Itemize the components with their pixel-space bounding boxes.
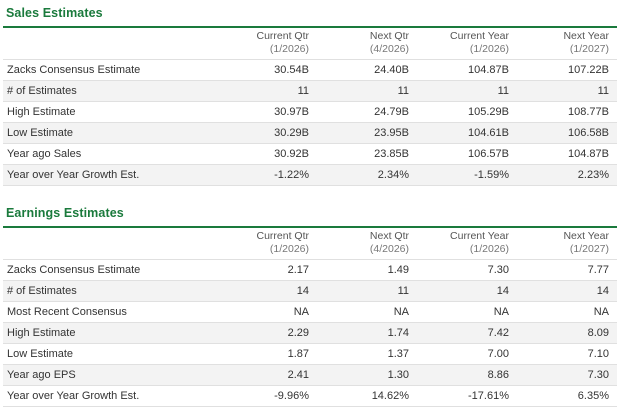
row-label: Year ago Sales [3,144,217,165]
cell-current-qtr: 30.29B [217,123,317,144]
table-row [3,60,617,81]
row-label: Low Estimate [3,123,217,144]
sales-estimates-title: Sales Estimates [6,6,103,20]
column-header-next-year: Next Year (1/2027) [563,30,609,55]
cell-next-year: 6.35% [517,386,617,407]
cell-next-qtr: 2.34% [317,165,417,186]
row-label: Low Estimate [3,344,217,365]
cell-current-year: 105.29B [417,102,517,123]
section-spacer [0,186,620,200]
cell-current-year: 14 [417,281,517,302]
cell-next-qtr: 23.95B [317,123,417,144]
cell-current-year: 106.57B [417,144,517,165]
cell-next-qtr: 14.62% [317,386,417,407]
table-row [3,165,617,186]
cell-current-qtr: -1.22% [217,165,317,186]
sales-estimates-section [0,0,620,186]
row-label: High Estimate [3,102,217,123]
cell-current-year: 11 [417,81,517,102]
cell-next-year: 104.87B [517,144,617,165]
cell-next-year: 2.23% [517,165,617,186]
cell-current-qtr: 11 [217,81,317,102]
cell-next-year: 108.77B [517,102,617,123]
table-row [3,386,617,407]
cell-current-qtr: 2.17 [217,260,317,281]
cell-next-qtr: NA [317,302,417,323]
cell-current-qtr: 2.41 [217,365,317,386]
cell-next-year: NA [517,302,617,323]
column-header-next-qtr: Next Qtr (4/2026) [369,30,409,55]
cell-current-year: 8.86 [417,365,517,386]
row-label: Year over Year Growth Est. [3,386,217,407]
row-label: High Estimate [3,323,217,344]
cell-next-qtr: 1.37 [317,344,417,365]
column-header-metric [3,28,217,60]
column-header-current-year: Current Year (1/2026) [450,30,509,55]
cell-next-year: 107.22B [517,60,617,81]
cell-next-year: 7.10 [517,344,617,365]
column-header-current-qtr: Current Qtr (1/2026) [256,230,309,255]
cell-next-qtr: 11 [317,281,417,302]
column-header-next-year: Next Year (1/2027) [563,230,609,255]
table-header-row [3,28,617,60]
cell-current-qtr: 1.87 [217,344,317,365]
table-row [3,144,617,165]
cell-next-qtr: 1.74 [317,323,417,344]
row-label: Zacks Consensus Estimate [3,260,217,281]
cell-next-year: 7.77 [517,260,617,281]
cell-next-qtr: 24.40B [317,60,417,81]
column-header-current-year: Current Year (1/2026) [450,230,509,255]
sales-estimates-table [3,28,617,186]
column-header-next-qtr: Next Qtr (4/2026) [369,230,409,255]
cell-next-qtr: 23.85B [317,144,417,165]
cell-current-year: 104.87B [417,60,517,81]
cell-next-qtr: 1.30 [317,365,417,386]
cell-current-qtr: -9.96% [217,386,317,407]
cell-next-year: 106.58B [517,123,617,144]
cell-next-qtr: 1.49 [317,260,417,281]
column-header-current-qtr: Current Qtr (1/2026) [256,30,309,55]
cell-current-year: 7.42 [417,323,517,344]
cell-current-year: 7.30 [417,260,517,281]
table-header-row [3,228,617,260]
row-label: # of Estimates [3,281,217,302]
cell-current-year: 104.61B [417,123,517,144]
cell-next-year: 7.30 [517,365,617,386]
table-row [3,365,617,386]
table-row [3,344,617,365]
cell-next-year: 14 [517,281,617,302]
table-row [3,102,617,123]
cell-current-qtr: 2.29 [217,323,317,344]
column-header-metric [3,228,217,260]
earnings-estimates-table [3,228,617,407]
table-row [3,302,617,323]
table-row [3,81,617,102]
earnings-estimates-title: Earnings Estimates [6,206,124,220]
row-label: Zacks Consensus Estimate [3,60,217,81]
table-row [3,281,617,302]
cell-current-qtr: 30.97B [217,102,317,123]
row-label: Year ago EPS [3,365,217,386]
row-label: # of Estimates [3,81,217,102]
cell-current-qtr: 30.92B [217,144,317,165]
cell-next-qtr: 24.79B [317,102,417,123]
cell-current-qtr: 30.54B [217,60,317,81]
cell-current-year: NA [417,302,517,323]
cell-current-qtr: NA [217,302,317,323]
row-label: Most Recent Consensus [3,302,217,323]
table-row [3,323,617,344]
cell-next-year: 8.09 [517,323,617,344]
earnings-estimates-section [0,200,620,407]
cell-current-year: 7.00 [417,344,517,365]
cell-current-qtr: 14 [217,281,317,302]
table-row [3,123,617,144]
cell-next-year: 11 [517,81,617,102]
table-row [3,260,617,281]
cell-current-year: -17.61% [417,386,517,407]
cell-next-qtr: 11 [317,81,417,102]
cell-current-year: -1.59% [417,165,517,186]
row-label: Year over Year Growth Est. [3,165,217,186]
